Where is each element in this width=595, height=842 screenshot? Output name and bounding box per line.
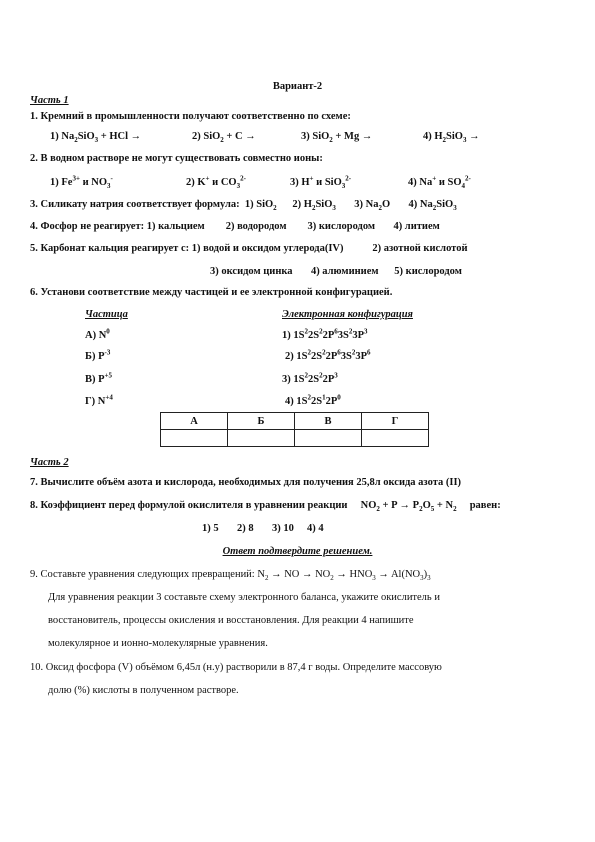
q9-line-2: Для уравнения реакции 3 составьте схему электронного баланса, укажите окислитель и xyxy=(48,592,440,603)
q6-config-4: 4) $1S^22S^12P^0$ xyxy=(285,393,341,407)
q2-option-4: 4) Na+ и $SO_4^{2-}$ xyxy=(408,174,471,191)
q9-line-3: восстановитель, процессы окисления и восстановления. Для реакции 4 напишите xyxy=(48,615,414,626)
answer-col-v: В xyxy=(295,413,362,430)
question-7: 7. Вычислите объём азота и кислорода, необходимых для получения 25,8л оксида азота (II) xyxy=(30,477,462,488)
confirm-note: Ответ подтвердите решением. xyxy=(222,546,373,557)
q2-option-2: 2) K+ и $CO_3^{2-}$ xyxy=(186,174,246,191)
q2-option-1: 1) $Fe^{3+}$ и $NO_3^-$ xyxy=(50,174,113,191)
q2-option-3: 3) H+ и SiO$_3^{2-}$ xyxy=(290,174,352,191)
q6-header-config: Электронная конфигурация xyxy=(282,309,413,320)
q1-option-3: 3) SiO$_2$ + Mg → xyxy=(301,131,373,145)
question-5: 5. Карбонат кальция реагирует с: 1) водой и оксидом углерода(IV) 2) азотной кислотой xyxy=(30,243,468,254)
answer-col-g: Г xyxy=(362,413,429,430)
q6-config-1: 1) $1S^22S^22P^63S^23P^3$ xyxy=(282,327,368,341)
q5-options-line2: 3) оксидом цинка 4) алюминием 5) кислородом xyxy=(210,266,462,277)
q9-line-4: молекулярное и ионно-молекулярные уравнения. xyxy=(48,638,268,649)
question-6: 6. Установи соответствие между частицей и ее электронной конфигурацией. xyxy=(30,287,393,298)
question-9: 9. Составьте уравнения следующих превращений: $N_2$ → NO → $NO_2 \to HNO_3 \to Al(NO_3)_3$ xyxy=(30,569,431,583)
q6-config-2: 2) $1S^22S^22P^63S^23P^6$ xyxy=(285,348,371,362)
q6-particle-v: В) $P^{+5}$ xyxy=(85,371,113,385)
q10-line-2: долю (%) кислоты в полученном растворе. xyxy=(48,685,239,696)
answer-cell[interactable] xyxy=(161,430,228,447)
answer-cell[interactable] xyxy=(295,430,362,447)
q6-particle-a: А) $N^0$ xyxy=(85,327,110,341)
answer-table xyxy=(160,412,429,447)
question-3: 3. Силикату натрия соответствует формула: 1) SiO$_2$ 2) $H_2SiO_3$ 3) $Na_2O$ 4) $Na_2SiO_3$ xyxy=(30,199,457,213)
question-8: 8. Коэффициент перед формулой окислителя в уравнении реакции $NO_2 + P \to P_2O_5 + N_2$ равен: xyxy=(30,500,501,514)
part1-heading: Часть 1 xyxy=(30,95,69,106)
answer-col-a: А xyxy=(161,413,228,430)
question-4: 4. Фосфор не реагирует: 1) кальцием 2) водородом 3) кислородом 4) литием xyxy=(30,221,440,232)
question-10: 10. Оксид фосфора (V) объёмом 6,45л (н.у) растворили в 87,4 г воды. Определите массовую xyxy=(30,662,442,673)
q1-option-2: 2) SiO$_2$ + C → xyxy=(192,131,256,145)
q1-option-4: 4) $H_2SiO_3$ → xyxy=(423,131,480,145)
q8-options: 1) 5 2) 8 3) 10 4) 4 xyxy=(202,523,324,534)
part2-heading: Часть 2 xyxy=(30,457,69,468)
answer-cell[interactable] xyxy=(228,430,295,447)
q6-header-particle: Частица xyxy=(85,309,128,320)
q1-option-1: 1) $Na_2SiO_3$ + HCl → xyxy=(50,131,142,145)
q6-particle-g: Г) $N^{+4}$ xyxy=(85,393,113,407)
question-2: 2. В водном растворе не могут существовать совместно ионы: xyxy=(30,153,323,164)
answer-col-b: Б xyxy=(228,413,295,430)
q6-config-3: 3) $1S^22S^22P^3$ xyxy=(282,371,338,385)
page-title: Вариант-2 xyxy=(272,81,323,92)
q6-particle-b: Б) $P^{-3}$ xyxy=(85,348,111,362)
answer-cell[interactable] xyxy=(362,430,429,447)
question-1: 1. Кремний в промышленности получают соответственно по схеме: xyxy=(30,111,351,122)
